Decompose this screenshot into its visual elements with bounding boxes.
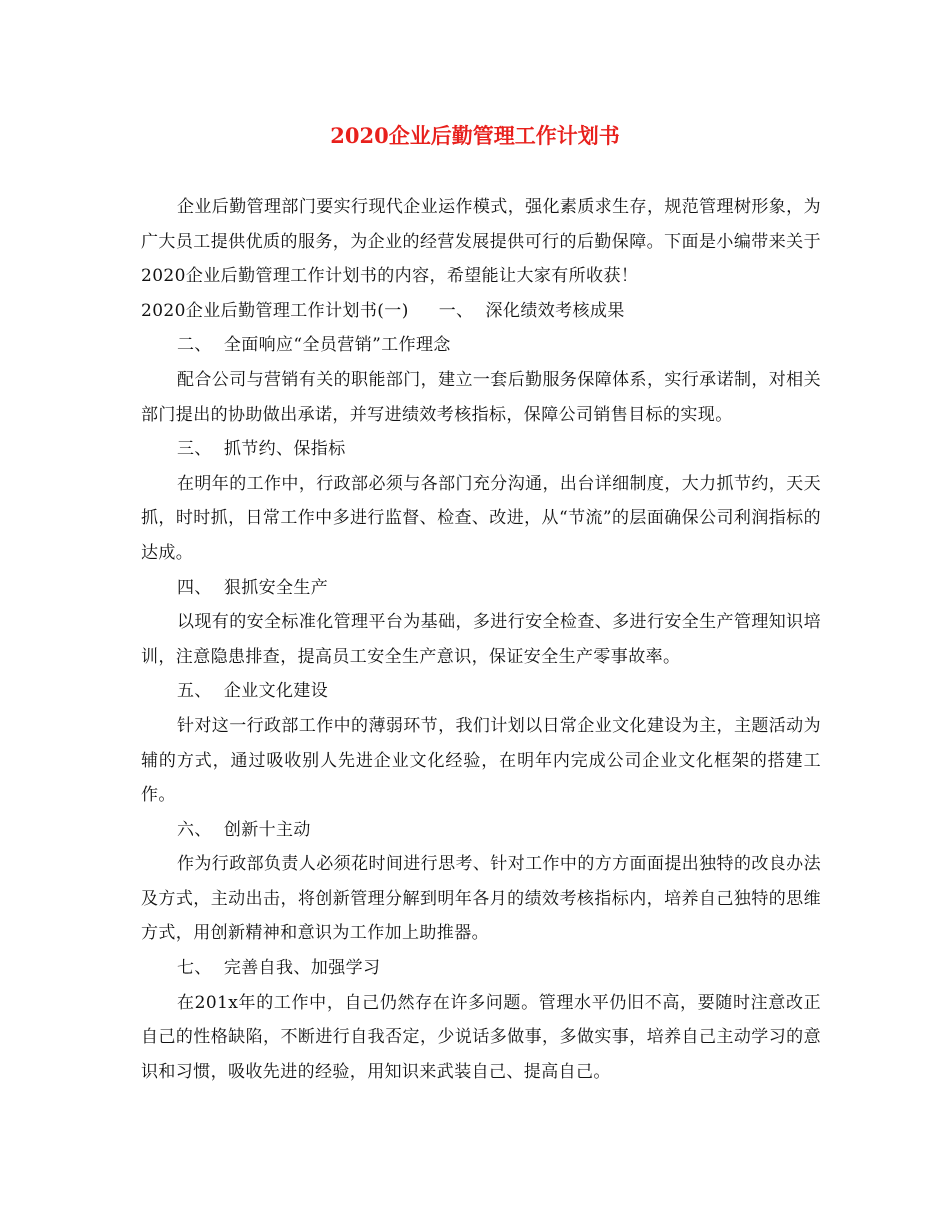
section-2-number: 二、 <box>177 335 212 356</box>
section-5-heading: 企业文化建设 <box>223 681 329 702</box>
section-2-heading: 全面响应“全员营销”工作理念 <box>223 335 451 356</box>
section-3-number: 三、 <box>177 439 212 460</box>
section-3-body: 在明年的工作中，行政部必须与各部门充分沟通，出台详细制度，大力抓节约，天天抓，时时抓，日常工作中多进行监督、检查、改进，从“节流”的层面确保公司利润指标的达成。 <box>141 473 821 563</box>
section-5-body: 针对这一行政部工作中的薄弱环节，我们计划以日常企业文化建设为主，主题活动为辅的方式，通过吸收别人先进企业文化经验，在明年内完成公司企业文化框架的搭建工作。 <box>141 715 821 806</box>
section-4-number: 四、 <box>177 577 212 598</box>
section-7-body: 在201x年的工作中，自己仍然存在许多问题。管理水平仍旧不高，要随时注意改正自己的性格缺陷，不断进行自我否定，少说话多做事，多做实事，培养自己主动学习的意识和习惯，吸收先进的经验，用知识来武装自己、提高自己。 <box>141 992 821 1082</box>
section-2-heading-line <box>141 328 821 363</box>
section-4-heading-line <box>141 571 821 606</box>
section-1-number: 一、 <box>438 300 474 321</box>
document-body <box>141 190 821 1089</box>
plan-subtitle: 2020企业后勤管理工作计划书(一) <box>141 300 409 321</box>
intro-paragraph: 企业后勤管理部门要实行现代企业运作模式，强化素质求生存，规范管理树形象，为广大员工提供优质的服务，为企业的经营发展提供可行的后勤保障。下面是小编带来关于2020企业后勤管理工作计划书的内容，希望能让大家有所收获！ <box>141 197 821 287</box>
section-4-heading: 狠抓安全生产 <box>223 577 329 598</box>
section-6-heading: 创新十主动 <box>223 819 311 840</box>
section-1-heading: 深化绩效考核成果 <box>485 300 625 321</box>
section-4-body: 以现有的安全标准化管理平台为基础，多进行安全检查、多进行安全生产管理知识培训，注意隐患排查，提高员工安全生产意识，保证安全生产零事故率。 <box>141 612 821 667</box>
section-6-number: 六、 <box>177 819 212 840</box>
section-2-body: 配合公司与营销有关的职能部门，建立一套后勤服务保障体系，实行承诺制，对相关部门提出的协助做出承诺，并写进绩效考核指标，保障公司销售目标的实现。 <box>141 369 821 425</box>
section-6-body: 作为行政部负责人必须花时间进行思考、针对工作中的方方面面提出独特的改良办法及方式，主动出击，将创新管理分解到明年各月的绩效考核指标内，培养自己独特的思维方式，用创新精神和意识为工作加上助推器。 <box>141 854 821 944</box>
section-7-heading-line <box>141 951 821 986</box>
subtitle-line <box>141 294 821 329</box>
document-title: 2020企业后勤管理工作计划书 <box>330 123 620 148</box>
section-3-heading-line <box>141 432 821 467</box>
section-3-heading: 抓节约、保指标 <box>223 439 346 460</box>
section-7-number: 七、 <box>177 958 212 979</box>
section-7-heading: 完善自我、加强学习 <box>223 958 381 979</box>
section-5-heading-line <box>141 674 821 709</box>
section-6-heading-line <box>141 813 821 848</box>
section-5-number: 五、 <box>177 681 212 702</box>
